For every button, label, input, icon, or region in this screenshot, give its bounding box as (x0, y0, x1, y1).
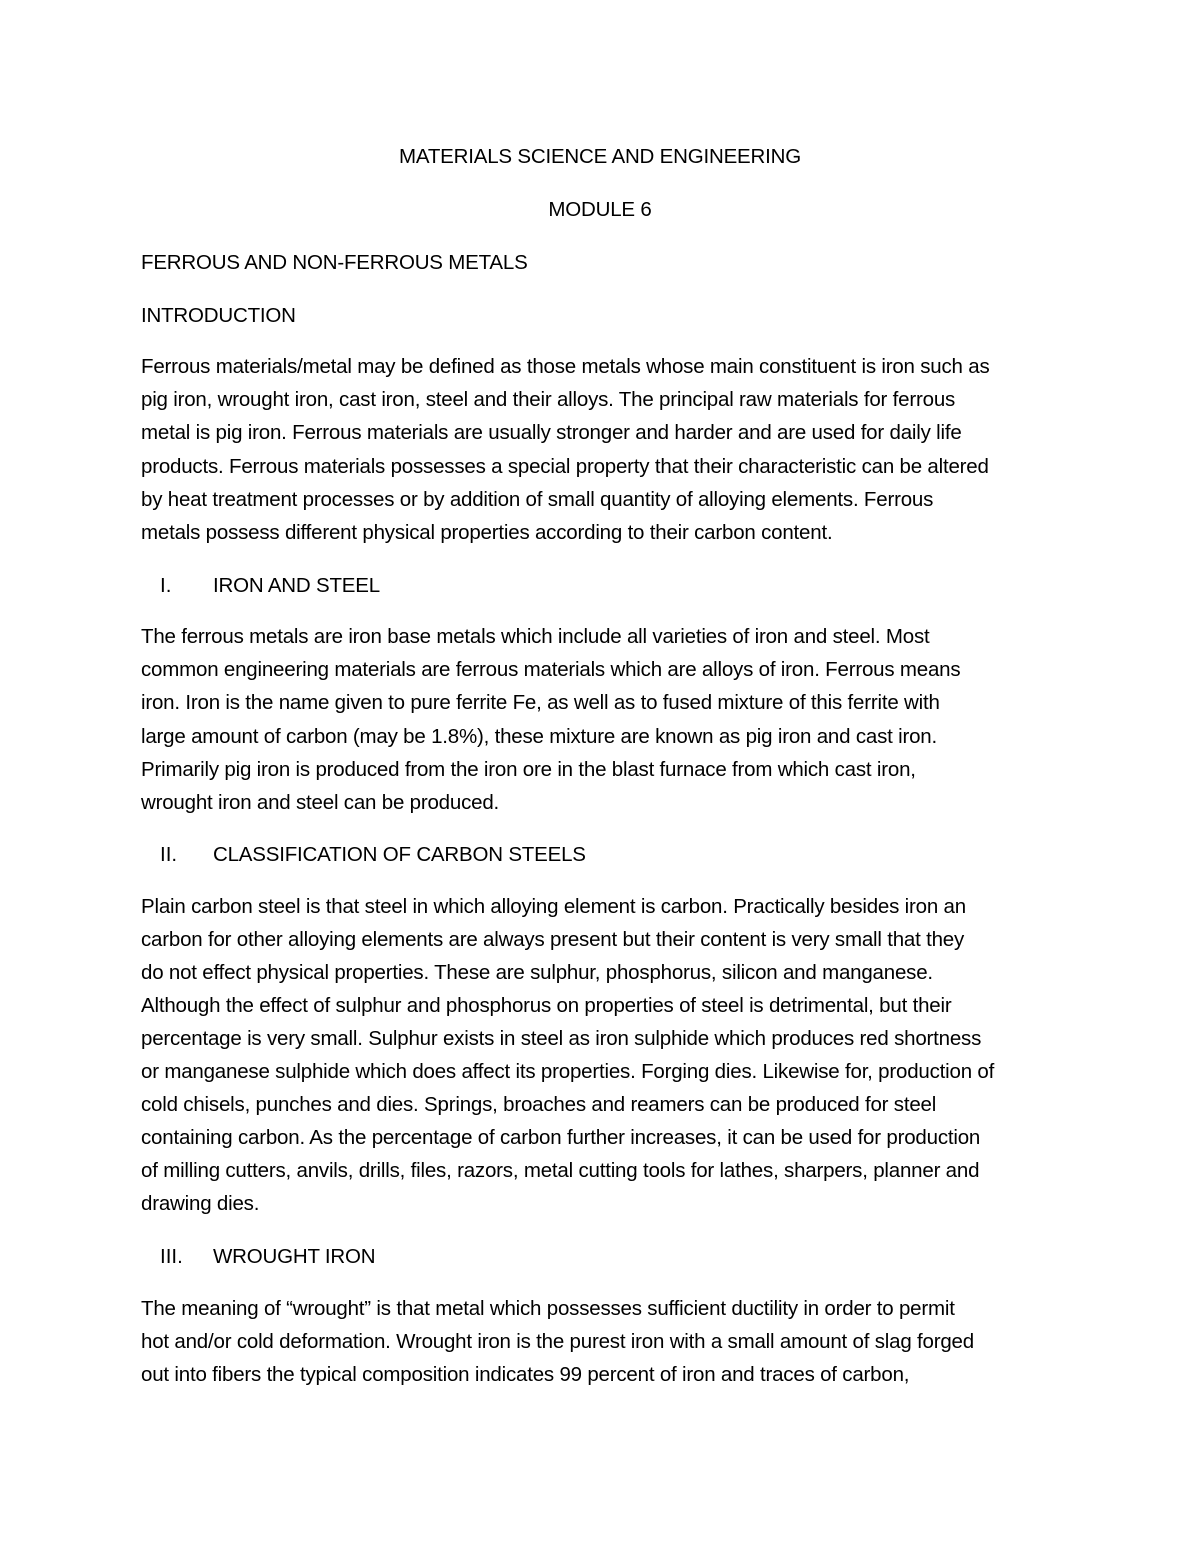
section-line: common engineering materials are ferrous materials which are alloys of iron. Ferrous means (141, 658, 961, 681)
intro-line: metals possess different physical properties according to their carbon content. (141, 521, 833, 544)
section-line: iron. Iron is the name given to pure ferrite Fe, as well as to fused mixture of this ferrite with (141, 691, 940, 714)
section-heading: IRON AND STEEL (213, 574, 380, 597)
intro-line: metal is pig iron. Ferrous materials are usually stronger and harder and are used for daily life (141, 421, 962, 444)
section-line: out into fibers the typical composition indicates 99 percent of iron and traces of carbon, (141, 1363, 910, 1386)
section-line: of milling cutters, anvils, drills, files, razors, metal cutting tools for lathes, sharpers, planner and (141, 1159, 980, 1182)
section-line: containing carbon. As the percentage of carbon further increases, it can be used for production (141, 1126, 981, 1149)
intro-line: products. Ferrous materials possesses a special property that their characteristic can be altered (141, 455, 989, 478)
subject-heading: FERROUS AND NON-FERROUS METALS (141, 251, 528, 274)
document-title: MATERIALS SCIENCE AND ENGINEERING (399, 145, 801, 168)
section-line: The meaning of “wrought” is that metal which possesses sufficient ductility in order to permit (141, 1297, 955, 1320)
section-line: Primarily pig iron is produced from the iron ore in the blast furnace from which cast iron, (141, 758, 916, 781)
intro-line: by heat treatment processes or by addition of small quantity of alloying elements. Ferrous (141, 488, 934, 511)
section-line: hot and/or cold deformation. Wrought iron is the purest iron with a small amount of slag forged (141, 1330, 974, 1353)
section-line: wrought iron and steel can be produced. (141, 791, 500, 814)
section-line: The ferrous metals are iron base metals which include all varieties of iron and steel. Most (141, 625, 930, 648)
intro-line: Ferrous materials/metal may be defined as those metals whose main constituent is iron such as (141, 355, 990, 378)
section-number: III. (160, 1245, 183, 1268)
section-number: II. (160, 843, 178, 866)
section-line: carbon for other alloying elements are always present but their content is very small that they (141, 928, 965, 951)
section-line: percentage is very small. Sulphur exists in steel as iron sulphide which produces red shortness (141, 1027, 982, 1050)
module-label: MODULE 6 (548, 198, 652, 221)
intro-line: pig iron, wrought iron, cast iron, steel and their alloys. The principal raw materials for ferrous (141, 388, 956, 411)
section-line: Although the effect of sulphur and phosphorus on properties of steel is detrimental, but their (141, 994, 952, 1017)
section-line: Plain carbon steel is that steel in which alloying element is carbon. Practically besides iron an (141, 895, 966, 918)
section-line: do not effect physical properties. These are sulphur, phosphorus, silicon and manganese. (141, 961, 933, 984)
section-line: large amount of carbon (may be 1.8%), these mixture are known as pig iron and cast iron. (141, 725, 937, 748)
section-line: cold chisels, punches and dies. Springs, broaches and reamers can be produced for steel (141, 1093, 937, 1116)
intro-heading: INTRODUCTION (141, 304, 296, 327)
section-heading: WROUGHT IRON (213, 1245, 376, 1268)
section-line: drawing dies. (141, 1192, 260, 1215)
section-heading: CLASSIFICATION OF CARBON STEELS (213, 843, 586, 866)
section-number: I. (160, 574, 172, 597)
section-line: or manganese sulphide which does affect its properties. Forging dies. Likewise for, production of (141, 1060, 995, 1083)
